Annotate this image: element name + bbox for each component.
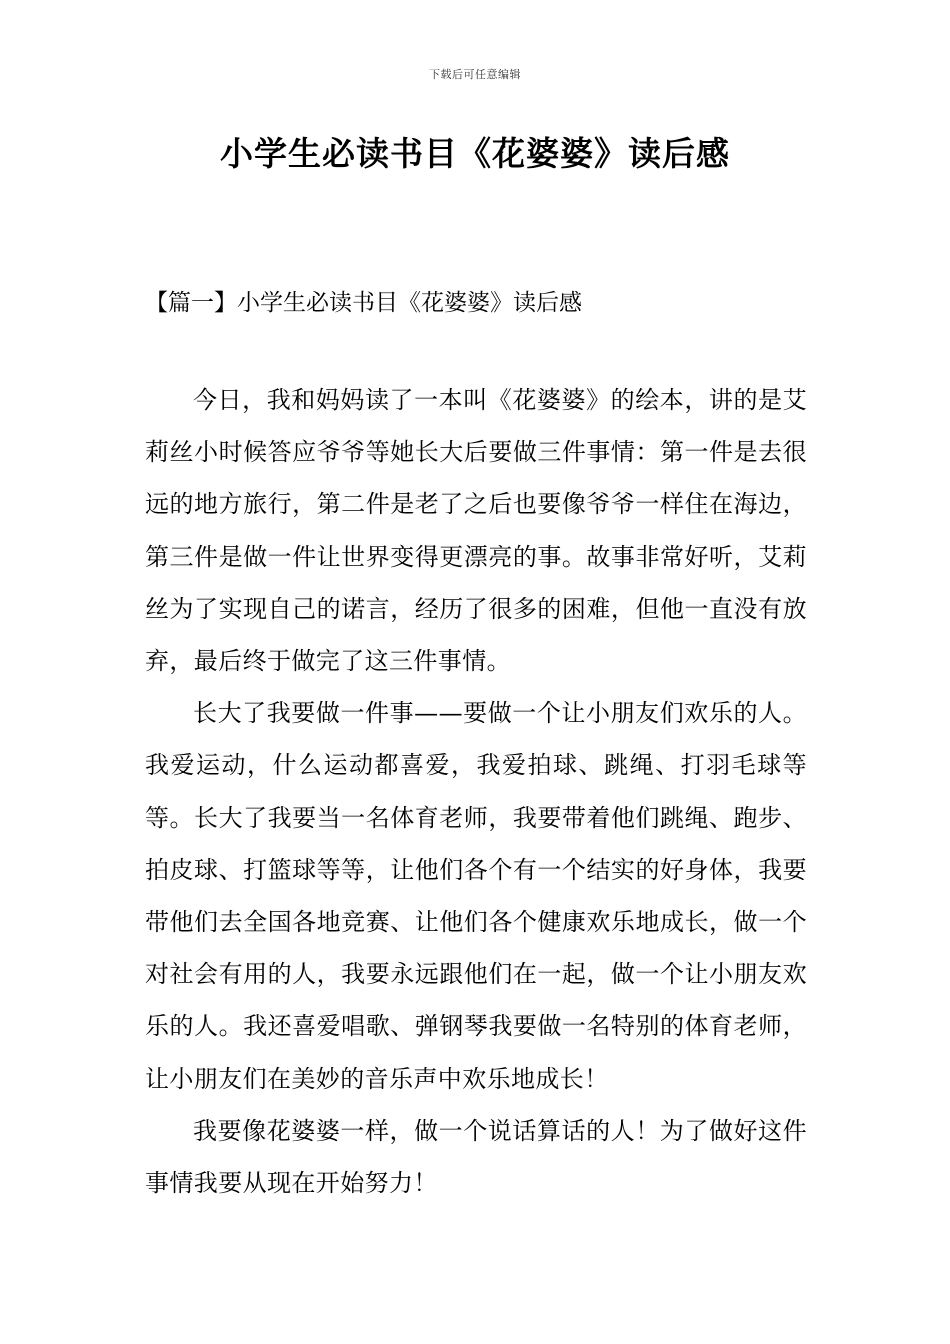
paragraph-3: 我要像花婆婆一样，做一个说话算话的人！为了做好这件事情我要从现在开始努力！ bbox=[145, 1116, 807, 1198]
document-title: 小学生必读书目《花婆婆》读后感 bbox=[220, 134, 730, 173]
body-text bbox=[145, 374, 807, 1209]
paragraph-1: 今日，我和妈妈读了一本叫《花婆婆》的绘本，讲的是艾莉丝小时候答应爷爷等她长大后要做三件事情：第一件是去很远的地方旅行，第二件是老了之后也要像爷爷一样住在海边，第三件是做一件让世界变得更漂亮的事。故事非常好听，艾莉丝为了实现自己的诺言，经历了很多的困难，但他一直没有放弃，最后终于做完了这三件事情。 bbox=[145, 386, 807, 676]
section-heading: 【篇一】小学生必读书目《花婆婆》读后感 bbox=[145, 290, 582, 316]
header-note: 下载后可任意编辑 bbox=[429, 68, 521, 81]
paragraph-2: 长大了我要做一件事——要做一个让小朋友们欢乐的人。我爱运动，什么运动都喜爱，我爱拍球、跳绳、打羽毛球等等。长大了我要当一名体育老师，我要带着他们跳绳、跑步、拍皮球、打篮球等等，让他们各个有一个结实的好身体，我要带他们去全国各地竞赛、让他们各个健康欢乐地成长，做一个对社会有用的人，我要永远跟他们在一起，做一个让小朋友欢乐的人。我还喜爱唱歌、弹钢琴我要做一名特别的体育老师，让小朋友们在美妙的音乐声中欢乐地成长！ bbox=[145, 699, 807, 1093]
